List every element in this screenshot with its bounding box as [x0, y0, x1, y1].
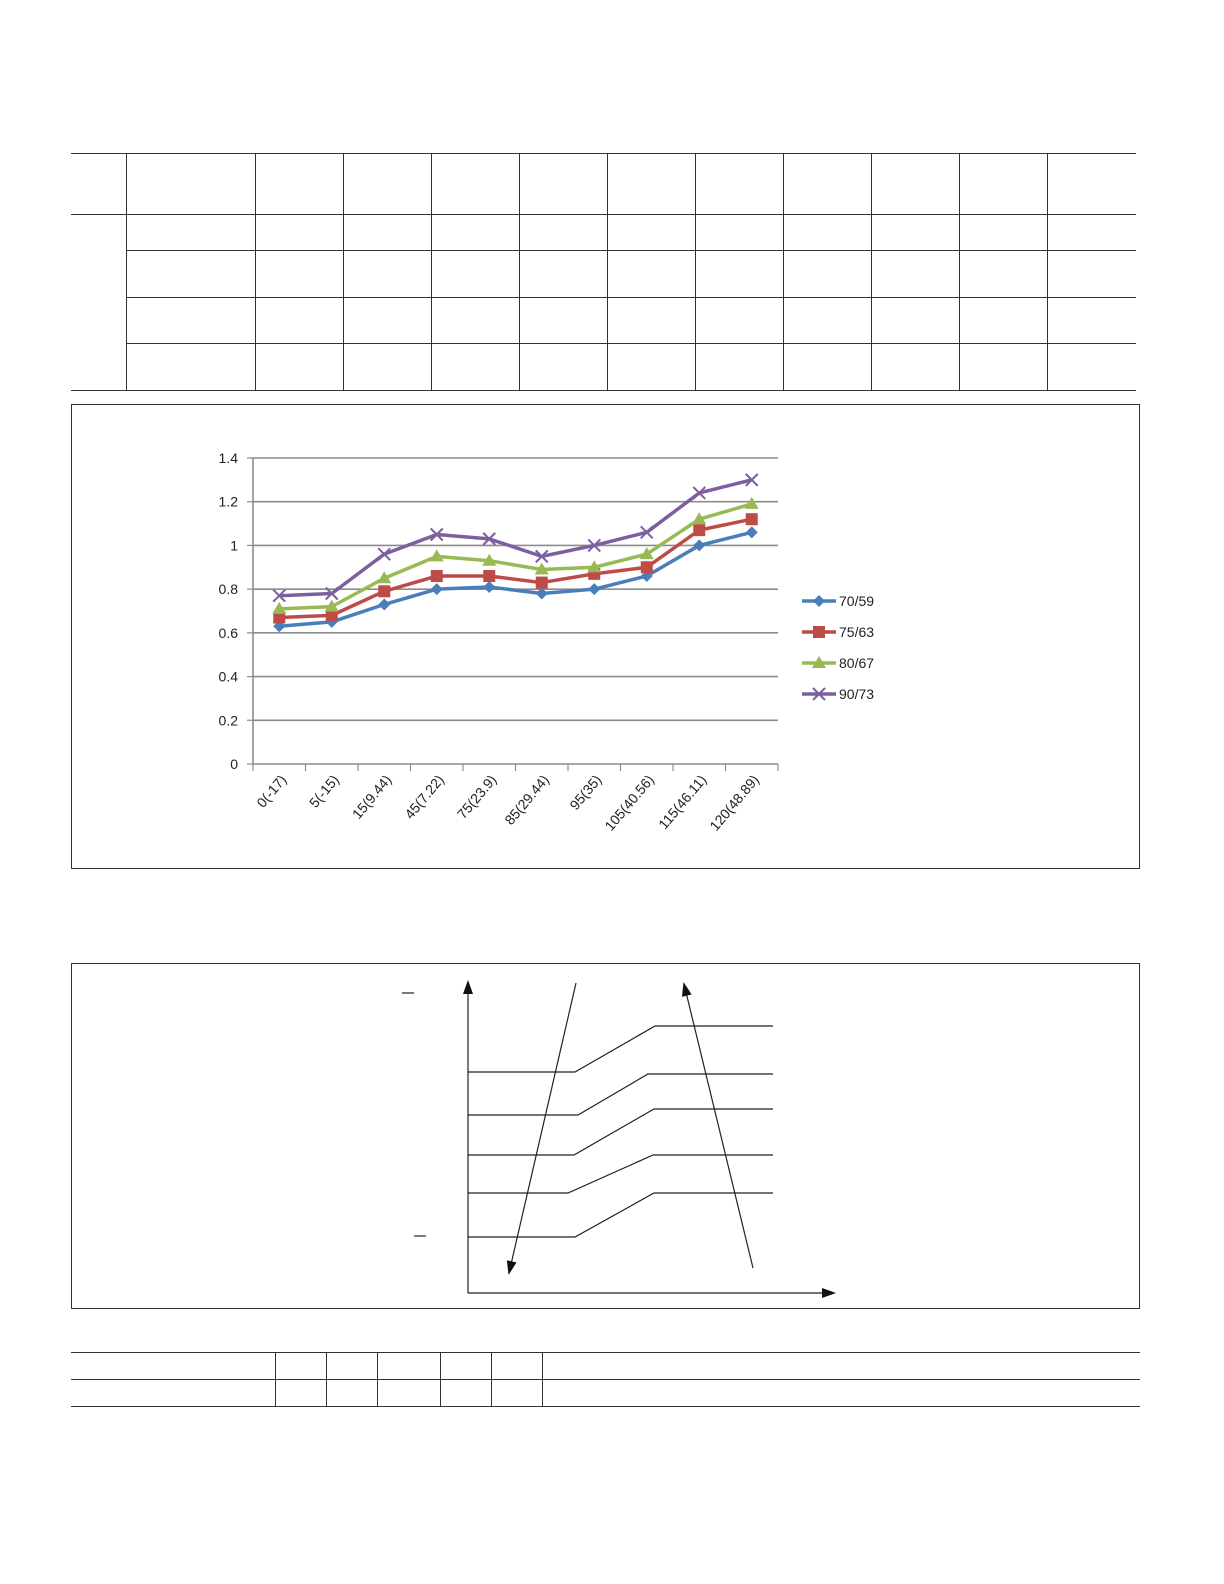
x-tick-label: 0(-17)	[253, 771, 290, 811]
x-tick-label: 85(29.44)	[501, 771, 553, 828]
x-tick-label: 120(48.89)	[706, 771, 763, 834]
y-tick-label: 0.6	[218, 624, 238, 641]
y-tick-label: 1	[230, 537, 238, 554]
y-tick-label: 0.4	[218, 668, 238, 685]
x-tick-label: 45(7.22)	[401, 771, 448, 822]
x-tick-label: 15(9.44)	[348, 771, 395, 822]
legend-label: 70/59	[839, 593, 875, 609]
x-tick-label: 5(-15)	[305, 771, 343, 811]
x-tick-label: 115(46.11)	[655, 771, 710, 833]
legend-label: 90/73	[839, 686, 875, 702]
legend-label: 80/67	[839, 655, 875, 671]
y-tick-label: 1.4	[218, 450, 238, 466]
legend-label: 75/63	[839, 624, 875, 640]
x-tick-label: 105(40.56)	[601, 771, 658, 834]
y-tick-label: 1.2	[218, 493, 238, 510]
x-tick-label: 75(23.9)	[453, 771, 500, 822]
x-tick-label: 95(35)	[566, 771, 605, 813]
y-tick-label: 0.8	[218, 581, 238, 598]
y-tick-label: 0	[230, 756, 238, 772]
y-tick-label: 0.2	[218, 712, 238, 729]
